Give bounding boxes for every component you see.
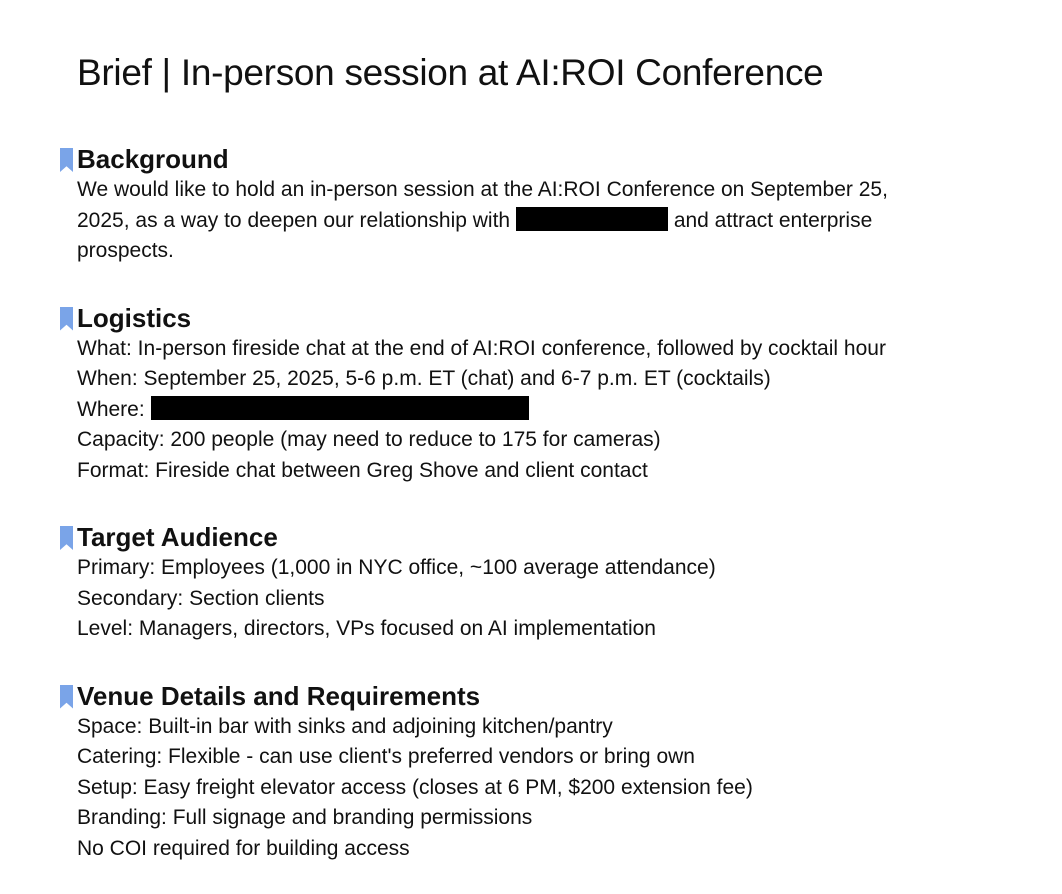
- section-logistics: [77, 302, 1052, 487]
- logistics-capacity: Capacity: 200 people (may need to reduce to 175 for cameras): [77, 428, 661, 451]
- redaction-block: [516, 207, 668, 231]
- section-body-target-audience: [77, 553, 1052, 645]
- logistics-what: What: In-person fireside chat at the end of AI:ROI conference, followed by cocktail hour: [77, 336, 886, 360]
- audience-primary: Primary: Employees (1,000 in NYC office, ~100 average attendance): [77, 556, 716, 579]
- venue-space: Space: Built-in bar with sinks and adjoining kitchen/pantry: [77, 714, 613, 738]
- bookmark-icon: [60, 148, 73, 172]
- audience-secondary: Secondary: Section clients: [77, 586, 325, 610]
- section-target-audience: [77, 521, 1052, 645]
- venue-setup: Setup: Easy freight elevator access (closes at 6 PM, $200 extension fee): [77, 775, 753, 799]
- logistics-where: [77, 395, 1052, 426]
- section-body-background: [77, 175, 1052, 267]
- section-background: [77, 143, 1052, 267]
- section-heading-target-audience: Target Audience: [77, 522, 278, 552]
- logistics-format: Format: Fireside chat between Greg Shove and client contact: [77, 458, 648, 482]
- bookmark-icon: [60, 685, 73, 709]
- background-text-line: [77, 206, 1052, 237]
- document-page: [77, 0, 1052, 864]
- document-title: Brief | In-person session at AI:ROI Conference: [77, 52, 824, 93]
- bookmark-icon: [60, 307, 73, 331]
- section-heading-background: Background: [77, 144, 229, 174]
- background-text-line: We would like to hold an in-person session at the AI:ROI Conference on September 25,: [77, 178, 888, 201]
- audience-level: Level: Managers, directors, VPs focused on AI implementation: [77, 617, 656, 640]
- background-text-fragment: and attract enterprise: [673, 208, 873, 232]
- venue-branding: Branding: Full signage and branding permissions: [77, 806, 533, 829]
- section-heading-venue: Venue Details and Requirements: [77, 680, 481, 711]
- venue-coi: No COI required for building access: [77, 836, 410, 860]
- background-text-line: prospects.: [77, 239, 174, 262]
- logistics-when: When: September 25, 2025, 5-6 p.m. ET (chat) and 6-7 p.m. ET (cocktails): [77, 367, 771, 390]
- section-body-logistics: [77, 334, 1052, 487]
- logistics-where-label: Where:: [77, 397, 145, 421]
- background-text-fragment: 2025, as a way to deepen our relationship with: [77, 208, 511, 232]
- redaction-block: [151, 396, 529, 420]
- section-venue: [77, 680, 1052, 865]
- section-heading-logistics: Logistics: [77, 302, 192, 333]
- bookmark-icon: [60, 526, 73, 550]
- section-body-venue: [77, 712, 1052, 865]
- venue-catering: Catering: Flexible - can use client's preferred vendors or bring own: [77, 745, 695, 768]
